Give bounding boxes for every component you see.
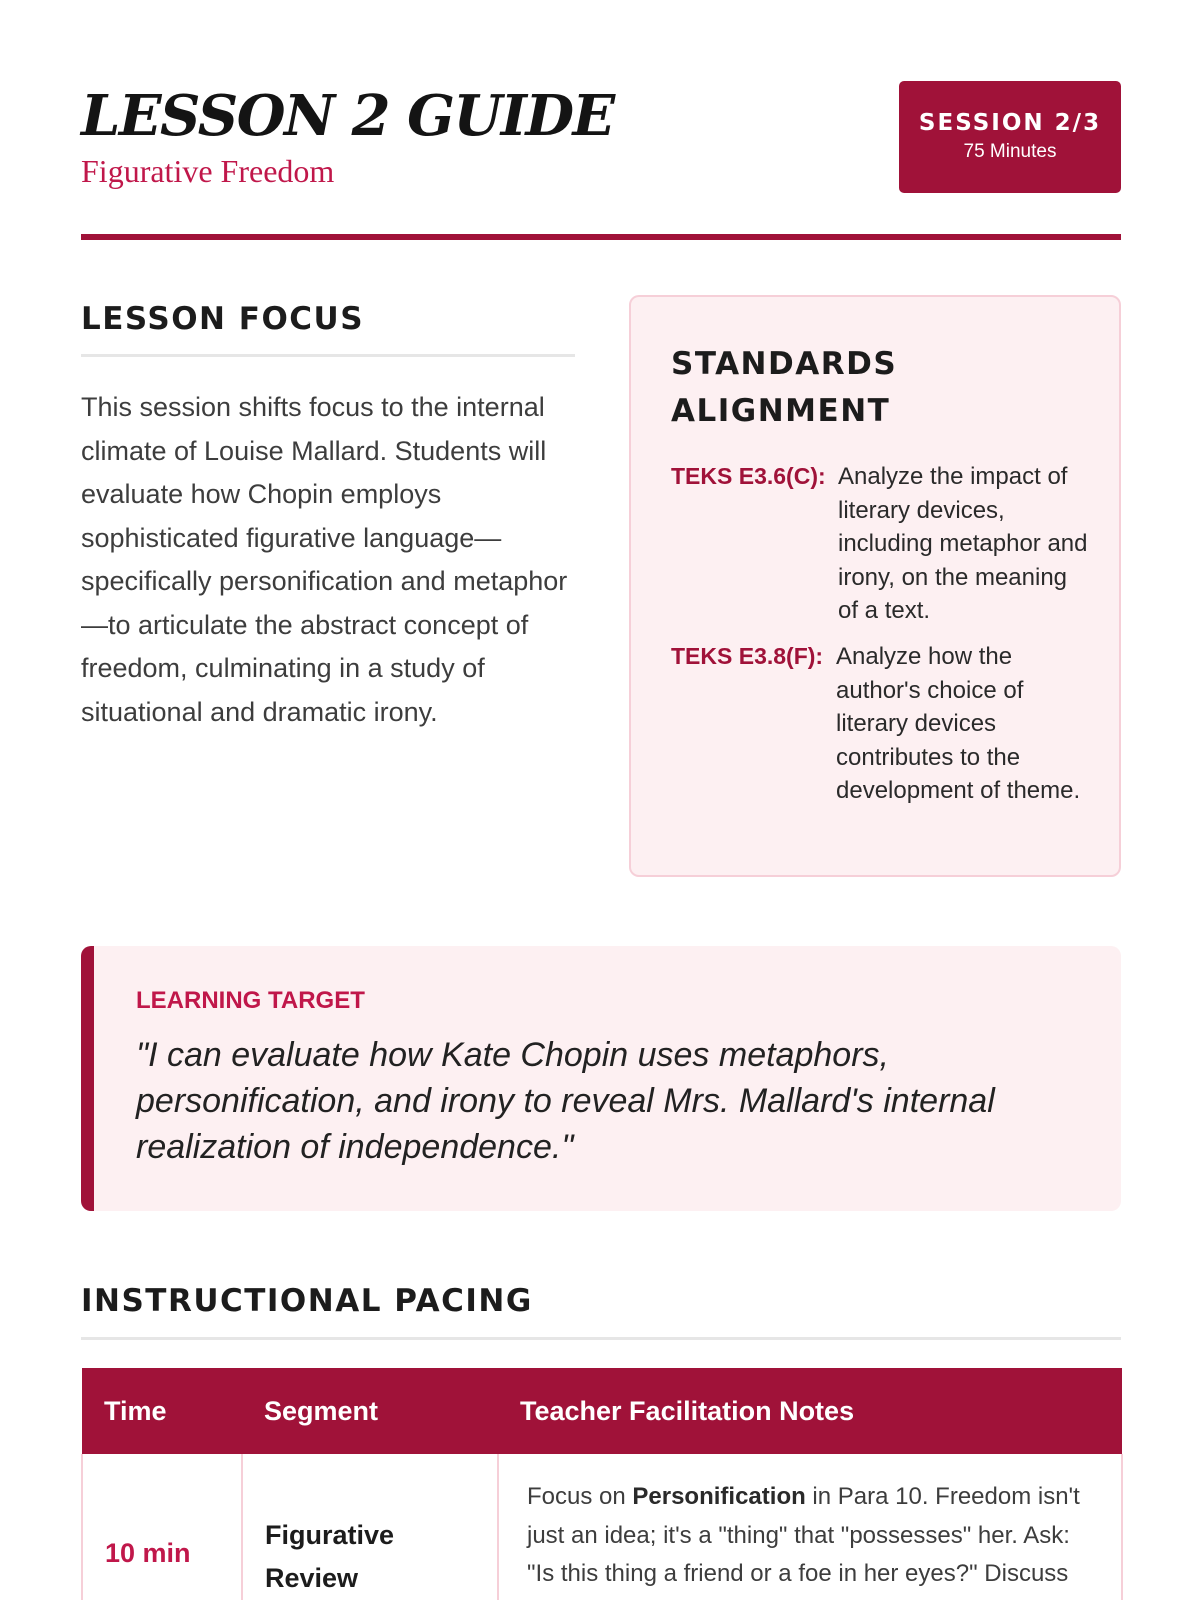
pacing-table-header-row [82,1368,1122,1454]
lesson-focus-divider [81,354,575,357]
page-subtitle: Figurative Freedom [81,153,335,189]
learning-target-label: LEARNING TARGET [136,987,365,1014]
row-time: 10 min [82,1454,242,1600]
learning-target-callout [81,946,1121,1211]
table-row [82,1454,1122,1600]
page-title: LESSON 2 GUIDE [81,83,614,149]
standard-description: Analyze the impact of literary devices, including metaphor and irony, on the meaning of a text. [838,463,1088,624]
pacing-table [81,1368,1123,1600]
standards-card [629,295,1121,877]
column-header-time: Time [82,1368,242,1454]
standards-heading: STANDARDS ALIGNMENT [671,346,898,429]
session-label: SESSION 2/3 [918,110,1102,136]
notes-text: in Para 10. Freedom isn't just an idea; it's a "thing" that "possesses" her. Ask: "Is this thing a friend or a foe in her eyes?" Discuss [527,1483,1080,1587]
learning-target-statement: "I can evaluate how Kate Chopin uses metaphors, personification, and irony to reveal Mrs. Mallard's internal realization of independence." [136,1036,995,1166]
standard-code: TEKS E3.6(C): [671,463,826,489]
lesson-focus-body: This session shifts focus to the internal climate of Louise Mallard. Students will evaluate how Chopin employs sophisticated figurative language—specifically personification and metaphor—to articulate the abstract concept of freedom, culminating in a study of situational and dramatic irony. [81,392,568,727]
lesson-focus-heading: LESSON FOCUS [81,301,365,337]
session-duration: 75 Minutes [963,141,1057,162]
row-segment: Figurative Review [242,1454,498,1600]
notes-emphasis: Personification [632,1483,806,1510]
instructional-pacing-divider [81,1337,1121,1340]
column-header-segment: Segment [242,1368,498,1454]
standard-code: TEKS E3.8(F): [671,643,824,669]
header-divider [81,234,1121,240]
session-badge [899,81,1121,193]
instructional-pacing-heading: INSTRUCTIONAL PACING [81,1283,533,1319]
row-notes [498,1454,1122,1600]
column-header-notes: Teacher Facilitation Notes [498,1368,1122,1454]
standard-description: Analyze how the author's choice of literary devices contributes to the development of theme. [836,643,1081,804]
notes-text: Focus on [527,1483,633,1510]
